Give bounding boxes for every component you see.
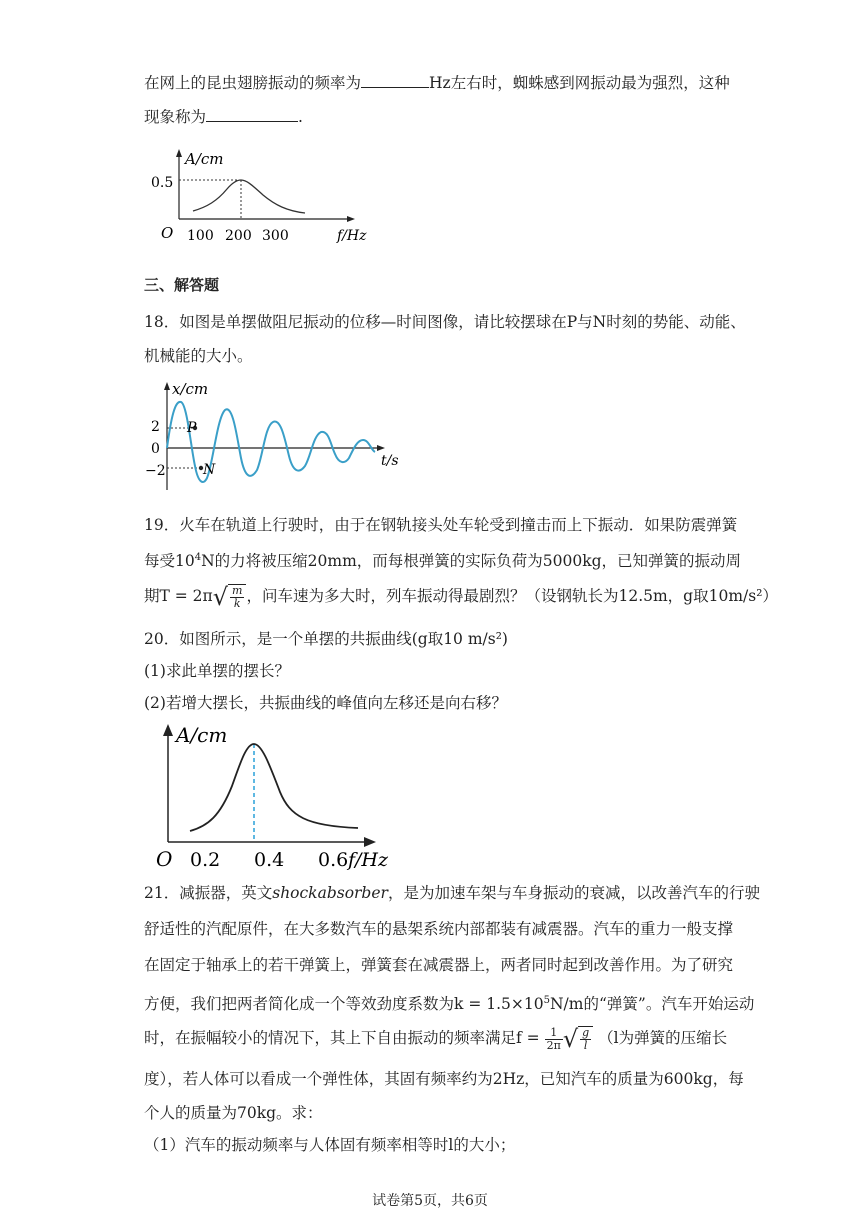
q20-line1: 20．如图所示，是一个单摆的共振曲线(g取10 m/s²) bbox=[144, 630, 508, 648]
q19-line1: 19．火车在轨道上行驶时，由于在钢轨接头处车轮受到撞击而上下振动．如果防震弹簧 bbox=[144, 516, 738, 534]
q19-sqrt bbox=[228, 584, 246, 610]
resonance-curve bbox=[190, 744, 358, 831]
radical-sign: √ bbox=[562, 1025, 579, 1053]
q21-line2: 舒适性的汽配原件，在大多数汽车的悬架系统内部都装有减震器。汽车的重力一般支撑 bbox=[144, 920, 734, 938]
q21-f-den: 2π bbox=[546, 1038, 561, 1052]
x-axis-label: f/Hz bbox=[348, 849, 389, 871]
y-tick-0: 0 bbox=[151, 441, 160, 457]
point-n-label: N bbox=[203, 462, 216, 478]
x-axis-arrow bbox=[347, 216, 355, 222]
t-axis-arrow bbox=[377, 445, 385, 451]
origin-label: O bbox=[161, 224, 174, 242]
q19-text-a: 每受10 bbox=[144, 552, 195, 571]
resonance-chart-2 bbox=[148, 716, 418, 876]
q21-text-e: 时，在振幅较小的情况下，其上下自由振动的频率满足f = bbox=[144, 1029, 540, 1047]
x-axis-arrow bbox=[364, 837, 376, 847]
q21-fraction-2 bbox=[580, 1027, 591, 1052]
q21-line3: 在固定于轴承上的若干弹簧上，弹簧套在减震器上，两者同时起到改善作用。为了研究 bbox=[144, 956, 734, 974]
q21-g-den: l bbox=[583, 1039, 588, 1052]
q21-fraction-1 bbox=[545, 1027, 563, 1052]
q21-line8: （1）汽车的振动频率与人体固有频率相等时l的大小； bbox=[144, 1136, 516, 1154]
q17-text-d: . bbox=[298, 108, 303, 126]
q20-line2: (1)求此单摆的摆长？ bbox=[144, 662, 290, 680]
page-footer: 试卷第5页，共6页 bbox=[372, 1193, 488, 1209]
radical-sign: √ bbox=[212, 583, 229, 611]
q20-line3: (2)若增大摆长，共振曲线的峰值向左移还是向右移？ bbox=[144, 694, 507, 712]
q19-text-b: N的力将被压缩20mm，而每根弹簧的实际负荷为5000kg，已知弹簧的振动周 bbox=[201, 552, 742, 571]
q19-frac-den: k bbox=[233, 597, 241, 610]
q19-frac-num: m bbox=[232, 584, 243, 597]
y-axis-label: A/cm bbox=[176, 723, 228, 747]
section-title: 三、解答题 bbox=[144, 276, 220, 294]
q17-text-c: 现象称为 bbox=[144, 108, 207, 126]
q17-text-b: Hz左右时，蜘蛛感到网振动最为强烈，这种 bbox=[429, 74, 730, 92]
damped-oscillation-chart bbox=[145, 378, 415, 498]
q19-formula-lead: 期T = 2π bbox=[144, 587, 213, 605]
x-axis-label: f/Hz bbox=[337, 228, 367, 244]
y-axis-label: A/cm bbox=[185, 150, 224, 168]
point-p-label: P bbox=[187, 420, 197, 436]
q21-text-b: ，是为加速车架与车身振动的衰减，以改善汽车的行驶 bbox=[387, 884, 760, 902]
y-axis-arrow bbox=[163, 724, 173, 736]
q17-line1 bbox=[144, 71, 730, 94]
resonance-chart-1 bbox=[145, 145, 385, 255]
q21-sqrt bbox=[578, 1026, 593, 1052]
q21-text-c: 方便，我们把两者简化成一个等效劲度系数为k = 1.5×10 bbox=[144, 995, 544, 1014]
y-tick-minus-2: −2 bbox=[145, 463, 166, 479]
peak-tick-label: 0.5 bbox=[151, 175, 174, 191]
q21-line7: 个人的质量为70kg。求： bbox=[144, 1104, 323, 1122]
q21-f-num: 1 bbox=[545, 1027, 563, 1040]
q17-text-a: 在网上的昆虫翅膀振动的频率为 bbox=[144, 74, 362, 92]
y-axis-arrow bbox=[164, 382, 170, 390]
tick-label-0.4: 0.4 bbox=[254, 849, 285, 871]
q21-text-d: N/m的“弹簧”。汽车开始运动 bbox=[549, 995, 755, 1014]
q21-g-num: g bbox=[582, 1026, 590, 1039]
tick-label-300: 300 bbox=[262, 228, 289, 244]
tick-label-0.6: 0.6 bbox=[318, 849, 349, 871]
q18-line2: 机械能的大小。 bbox=[144, 347, 253, 365]
q21-english-term: shockabsorber bbox=[272, 884, 388, 902]
q17-line2 bbox=[144, 105, 303, 128]
q21-line4 bbox=[144, 990, 754, 1015]
oscillation-curve bbox=[167, 402, 375, 482]
answer-blank-1[interactable] bbox=[361, 71, 429, 88]
tick-label-100: 100 bbox=[187, 228, 214, 244]
q18-line1: 18．如图是单摆做阻尼振动的位移—时间图像，请比较摆球在P与N时刻的势能、动能、 bbox=[144, 313, 746, 331]
q21-exponent: 5 bbox=[543, 995, 550, 1006]
origin-label: O bbox=[156, 847, 173, 871]
t-axis-label: t/s bbox=[381, 453, 399, 469]
tick-label-200: 200 bbox=[225, 228, 252, 244]
q19-line3 bbox=[144, 584, 778, 610]
q21-line1 bbox=[144, 882, 760, 904]
q21-line5 bbox=[144, 1026, 727, 1052]
q19-line2 bbox=[144, 547, 741, 572]
y-axis-label: x/cm bbox=[172, 380, 209, 398]
y-tick-2: 2 bbox=[151, 419, 160, 435]
answer-blank-2[interactable] bbox=[206, 105, 298, 122]
q21-text-a: 21．减振器，英文 bbox=[144, 884, 273, 902]
q19-fraction bbox=[230, 585, 244, 610]
tick-label-0.2: 0.2 bbox=[190, 849, 221, 871]
q19-exponent: 4 bbox=[194, 552, 202, 563]
resonance-curve bbox=[193, 180, 305, 213]
y-axis-arrow bbox=[176, 149, 182, 157]
q21-line6: 度），若人体可以看成一个弹性体，其固有频率约为2Hz，已知汽车的质量为600kg，每 bbox=[144, 1070, 744, 1088]
q21-text-f: （l为弹簧的压缩长 bbox=[598, 1029, 728, 1047]
q19-text-c: ，问车速为多大时，列车振动得最剧烈？（设钢轨长为12.5m，g取10m/s²） bbox=[246, 587, 778, 605]
